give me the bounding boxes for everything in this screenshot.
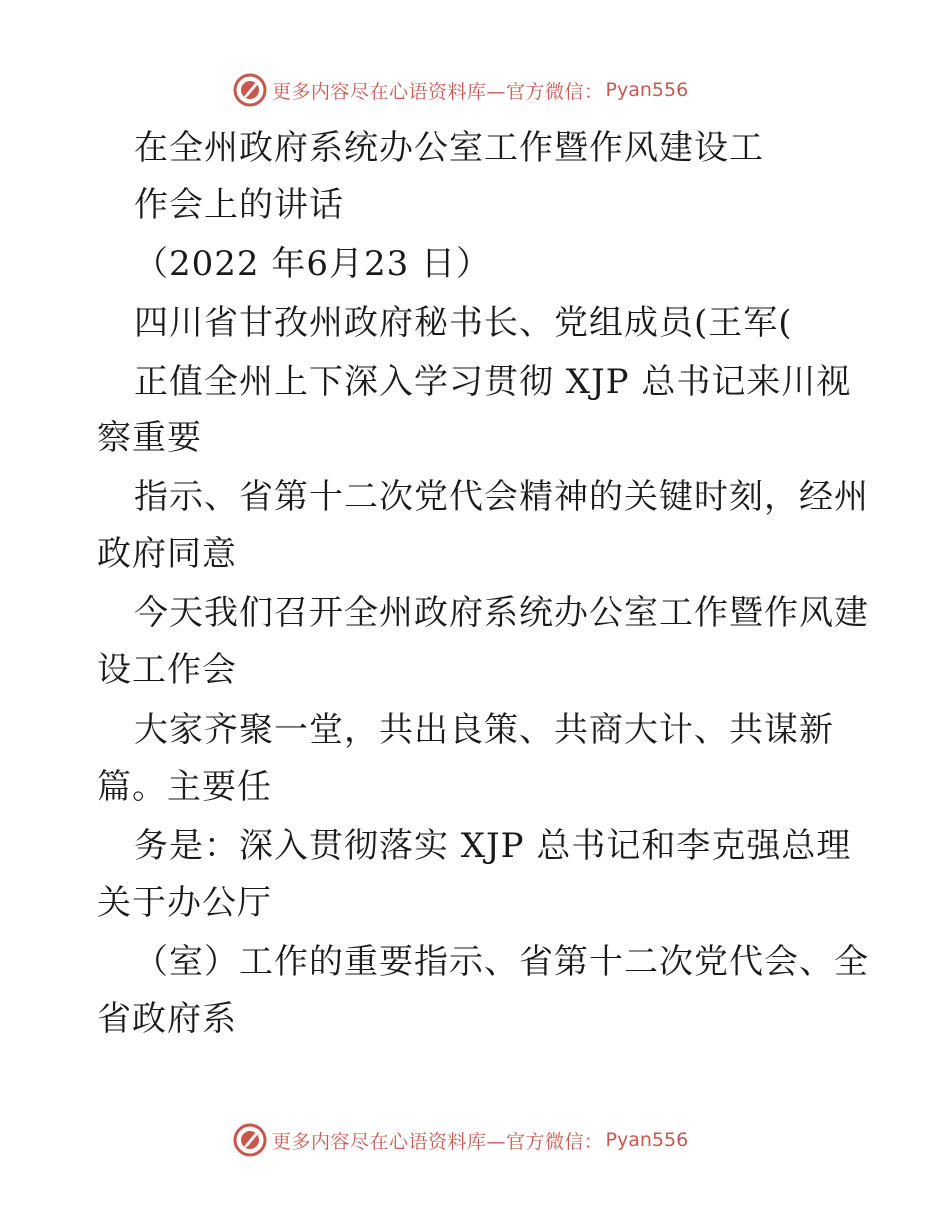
watermark-text: 更多内容尽在心语资料库—官方微信： xyxy=(272,1130,604,1153)
body-line: （室）工作的重要指示、省第十二次党代会、全 xyxy=(134,942,869,982)
date-line: （2022 年6月23 日） xyxy=(134,244,492,284)
feather-pen-logo-icon xyxy=(232,72,268,108)
body-line: 正值全州上下深入学习贯彻 XJP 总书记来川视 xyxy=(134,362,852,402)
watermark-handle: Pyan556 xyxy=(605,79,689,101)
header-watermark xyxy=(232,70,688,110)
speaker-line: 四川省甘孜州政府秘书长、党组成员(王军( xyxy=(134,303,793,343)
footer-watermark xyxy=(232,1120,688,1160)
body-line: 今天我们召开全州政府系统办公室工作暨作风建 xyxy=(134,593,869,633)
body-line: 务是：深入贯彻落实 XJP 总书记和李克强总理 xyxy=(134,826,852,866)
body-line: 政府同意 xyxy=(97,534,237,574)
body-line: 省政府系 xyxy=(97,999,237,1039)
title-line-2: 作会上的讲话 xyxy=(134,185,344,225)
body-line: 关于办公厅 xyxy=(97,883,272,923)
watermark-handle: Pyan556 xyxy=(605,1129,689,1151)
feather-pen-logo-icon xyxy=(232,1122,268,1158)
body-line: 篇。主要任 xyxy=(97,767,272,807)
watermark-text: 更多内容尽在心语资料库—官方微信： xyxy=(272,80,604,103)
body-line: 设工作会 xyxy=(97,650,237,690)
body-line: 指示、省第十二次党代会精神的关键时刻，经州 xyxy=(134,477,869,517)
body-line: 察重要 xyxy=(97,418,202,458)
title-line-1: 在全州政府系统办公室工作暨作风建设工 xyxy=(134,128,764,168)
body-line: 大家齐聚一堂，共出良策、共商大计、共谋新 xyxy=(134,710,834,750)
